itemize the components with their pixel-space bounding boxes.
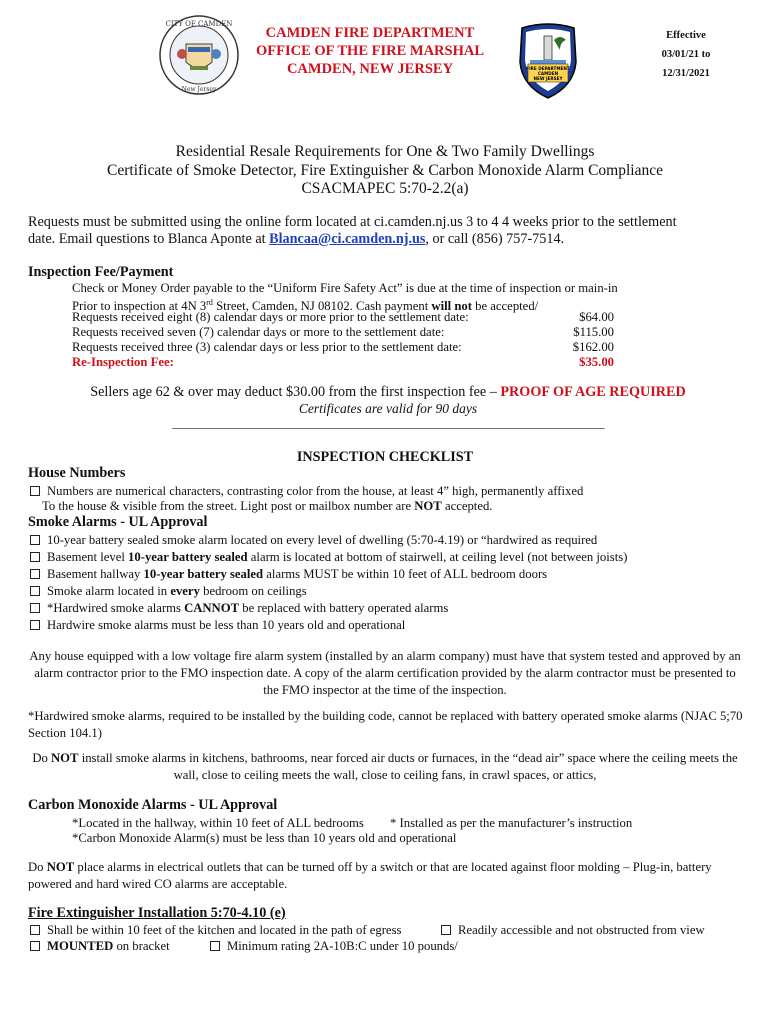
fire-department-badge-icon — [514, 22, 582, 100]
fee-line2-post: be accepted/ — [471, 299, 539, 314]
lowvolt-line2: alarm contractor prior to the FMO inspection date. A copy of the alarm certification provided by the alarm contractor must be presented to — [34, 666, 736, 680]
list-item — [30, 532, 597, 548]
house-numbers-line1 — [30, 483, 583, 499]
fee-row-label: Requests received eight (8) calendar days or more prior to the settlement date: — [72, 310, 469, 324]
lowvolt-line1: Any house equipped with a low voltage fire alarm system (installed by an alarm company) must have that system tested and approved by an — [29, 649, 741, 663]
do-not-install-note — [18, 750, 752, 784]
checkbox[interactable] — [30, 486, 40, 496]
ext-item-text: Readily accessible and not obstructed from view — [458, 923, 705, 937]
smoke-item-pre: *Hardwired smoke alarms — [47, 601, 185, 615]
low-voltage-note — [18, 648, 752, 699]
fee-row — [72, 340, 614, 356]
list-item — [30, 938, 170, 954]
ext-item-post: on bracket — [113, 939, 170, 953]
checkbox[interactable] — [30, 535, 40, 545]
effective-to: 12/31/2021 — [662, 68, 710, 79]
smoke-item-post: alarms MUST be within 10 feet of ALL bedroom doors — [263, 567, 548, 581]
list-item — [30, 617, 405, 633]
co-donot-bold: NOT — [46, 860, 75, 874]
seal-text-bottom: New Jersey — [181, 86, 217, 93]
donot-line2: wall, close to ceiling meets the wall, close to ceiling fans, in crawl spaces, or attics, — [173, 768, 597, 782]
house-line2-post: accepted. — [441, 499, 493, 513]
fee-line2-sup: rd — [206, 298, 213, 307]
list-item — [30, 549, 627, 565]
donot-line1: install smoke alarms in kitchens, bathrooms, near forced air ducts or furnaces, in the “dead air” space where the ceiling meets the — [78, 751, 738, 765]
effective-label: Effective — [666, 30, 706, 41]
fee-row-label: Requests received seven (7) calendar days or more to the settlement date: — [72, 325, 445, 339]
reinspection-label: Re-Inspection Fee: — [72, 355, 174, 369]
sellers-line — [28, 384, 748, 401]
title-line2: Certificate of Smoke Detector, Fire Extinguisher & Carbon Monoxide Alarm Compliance — [107, 161, 663, 179]
email-link[interactable]: Blancaa@ci.camden.nj.us — [269, 231, 426, 247]
hardwired-line2: Section 104.1) — [28, 726, 103, 740]
fee-row-amount: $64.00 — [579, 310, 614, 324]
effective-dates — [650, 26, 722, 83]
list-item — [441, 922, 705, 938]
fee-row-amount: $162.00 — [572, 340, 614, 354]
ext-item-text: Shall be within 10 feet of the kitchen and located in the path of egress — [47, 923, 402, 937]
title-line3: CSACMAPEC 5:70-2.2(a) — [301, 180, 469, 197]
smoke-item-pre: Smoke alarm located in — [47, 584, 171, 598]
requests-paragraph — [28, 214, 748, 248]
smoke-item-text: Hardwire smoke alarms must be less than 10 years old and operational — [47, 618, 406, 632]
smoke-item-post: bedroom on ceilings — [199, 584, 307, 598]
fee-row-amount: $115.00 — [573, 325, 614, 339]
smoke-item-pre: Basement hallway — [47, 567, 144, 581]
list-item — [210, 938, 458, 954]
checkbox[interactable] — [210, 941, 220, 951]
checkbox[interactable] — [30, 569, 40, 579]
smoke-item-pre: Basement level — [47, 550, 129, 564]
co-do-not-note — [28, 859, 756, 893]
co-alarms-heading: Carbon Monoxide Alarms - UL Approval — [28, 797, 278, 813]
dept-line2: OFFICE OF THE FIRE MARSHAL — [256, 43, 484, 59]
department-block — [250, 24, 490, 78]
fee-line1: Check or Money Order payable to the “Uniform Fire Safety Act” is due at the time of inspection or main-in — [72, 281, 618, 295]
checkbox[interactable] — [30, 925, 40, 935]
donot-pre: Do — [32, 751, 52, 765]
house-line1-text: Numbers are numerical characters, contrasting color from the house, at least 4” high, permanently affixed — [47, 484, 584, 498]
list-item — [30, 566, 547, 582]
smoke-item-text: 10-year battery sealed smoke alarm located on every level of dwelling (5:70-4.19) or “hardwired as required — [47, 533, 598, 547]
co-line1b: * Installed as per the manufacturer’s instruction — [390, 816, 633, 830]
seal-text-top: CITY OF CAMDEN — [165, 20, 233, 28]
effective-from: 03/01/21 to — [661, 49, 711, 60]
smoke-item-post: be replaced with battery operated alarms — [239, 601, 449, 615]
smoke-alarms-heading: Smoke Alarms - UL Approval — [28, 514, 208, 530]
co-donot-line1: place alarms in electrical outlets that can be turned off by a switch or that are located against floor molding – Plug-in, battery — [74, 860, 712, 874]
document-title — [60, 143, 710, 199]
smoke-item-post: alarm is located at bottom of stairwell, at ceiling level (not between joists) — [247, 550, 628, 564]
hardwired-line1: *Hardwired smoke alarms, required to be installed by the building code, cannot be replaced with battery operated smoke alarms (NJAC 5;70 — [28, 709, 743, 723]
co-donot-line2: powered and hard wired CO alarms are acceptable. — [28, 877, 288, 891]
lowvolt-line3: the FMO inspector at the time of the inspection. — [263, 683, 507, 697]
fee-row — [72, 310, 614, 326]
list-item — [30, 600, 448, 616]
fire-extinguisher-heading: Fire Extinguisher Installation 5:70-4.10 (e) — [28, 905, 286, 921]
divider-rule: ________________________________________________________________________________ — [171, 416, 604, 430]
reinspection-amount: $35.00 — [579, 355, 614, 369]
badge-text3: NEW JERSEY — [533, 76, 563, 81]
donot-bold: NOT — [51, 751, 79, 765]
fee-row — [72, 325, 614, 341]
checkbox[interactable] — [30, 603, 40, 613]
ext-item-bold: MOUNTED — [47, 939, 114, 953]
proof-of-age: PROOF OF AGE REQUIRED — [500, 384, 686, 400]
co-line1a: *Located in the hallway, within 10 feet of ALL bedrooms — [72, 816, 364, 830]
list-item — [30, 583, 307, 599]
checkbox[interactable] — [441, 925, 451, 935]
fee-heading: Inspection Fee/Payment — [28, 264, 174, 280]
requests-line1: Requests must be submitted using the online form located at ci.camden.nj.us 3 to 4 4 weeks prior to the settlement — [28, 214, 677, 230]
house-numbers-line2 — [42, 498, 492, 514]
checkbox[interactable] — [30, 941, 40, 951]
house-line2-bold: NOT — [414, 499, 442, 513]
smoke-item-bold: 10-year battery sealed — [128, 550, 248, 564]
co-donot-pre: Do — [28, 860, 47, 874]
checkbox[interactable] — [30, 586, 40, 596]
fee-row-label: Requests received three (3) calendar days or less prior to the settlement date: — [72, 340, 462, 354]
fee-line2-mid: Street, Camden, NJ 08102. Cash payment — [212, 299, 432, 314]
dept-line3: CAMDEN, NEW JERSEY — [286, 61, 454, 77]
hardwired-note — [28, 708, 756, 742]
dept-line1: CAMDEN FIRE DEPARTMENT — [265, 25, 475, 41]
smoke-item-bold: every — [170, 584, 200, 598]
list-item — [30, 922, 401, 938]
fee-line2-bold: will not — [431, 299, 472, 314]
city-seal-icon — [158, 14, 240, 96]
smoke-item-bold: CANNOT — [184, 601, 240, 615]
house-numbers-heading: House Numbers — [28, 465, 126, 481]
sellers-pre: Sellers age 62 & over may deduct $30.00 from the first inspection fee – — [90, 384, 501, 400]
badge-text1: FIRE DEPARTMENT — [526, 66, 570, 71]
fee-line2-pre: Prior to inspection at 4N 3 — [72, 299, 207, 314]
checklist-title: INSPECTION CHECKLIST — [296, 449, 474, 465]
house-line2-pre: To the house & visible from the street. Light post or mailbox number are — [42, 499, 415, 513]
smoke-item-bold: 10-year battery sealed — [143, 567, 264, 581]
certificates-valid: Certificates are valid for 90 days — [298, 401, 478, 416]
ext-item-text: Minimum rating 2A-10B:C under 10 pounds/ — [227, 939, 458, 953]
checkbox[interactable] — [30, 620, 40, 630]
requests-line2-post: , or call (856) 757-7514. — [425, 231, 565, 247]
badge-text2: CAMDEN — [537, 71, 559, 76]
checkbox[interactable] — [30, 552, 40, 562]
reinspection-row — [72, 355, 614, 371]
co-line2: *Carbon Monoxide Alarm(s) must be less than 10 years old and operational — [72, 831, 457, 845]
title-line1: Residential Resale Requirements for One & Two Family Dwellings — [175, 143, 595, 160]
requests-line2-pre: date. Email questions to Blanca Aponte at — [28, 231, 270, 247]
